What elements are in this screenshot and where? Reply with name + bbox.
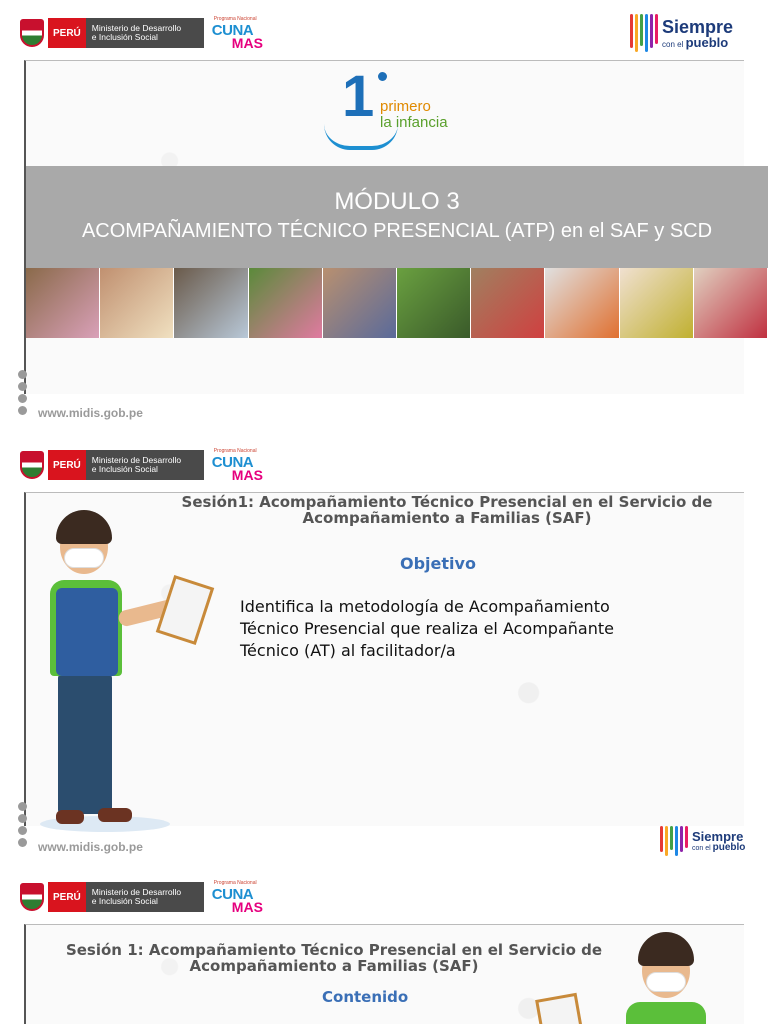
siempre-logo: Siempre con el pueblo bbox=[660, 826, 745, 856]
module-number: MÓDULO 3 bbox=[334, 188, 460, 215]
facebook-icon[interactable] bbox=[18, 370, 27, 379]
social-icons bbox=[18, 802, 27, 847]
peru-label: PERÚ bbox=[48, 450, 86, 480]
photo bbox=[545, 268, 619, 338]
photo bbox=[694, 268, 768, 338]
session-title: Sesión 1: Acompañamiento Técnico Presencial en el Servicio de Acompañamiento a Familias (SAF) bbox=[65, 941, 603, 975]
bars-icon bbox=[630, 14, 658, 52]
twitter-icon[interactable] bbox=[18, 382, 27, 391]
peru-shield-icon bbox=[20, 451, 44, 479]
slide-3 bbox=[0, 864, 768, 1024]
photo bbox=[397, 268, 471, 338]
social-icons bbox=[18, 370, 27, 415]
smile-icon bbox=[324, 124, 398, 150]
facilitator-illustration bbox=[40, 504, 220, 834]
instagram-icon[interactable] bbox=[18, 394, 27, 403]
clipboard-icon bbox=[535, 993, 587, 1024]
slide-2 bbox=[0, 432, 768, 864]
content-heading: Contenido bbox=[322, 988, 409, 1006]
ministry-label: Ministerio de Desarrollo e Inclusión Social bbox=[86, 450, 204, 480]
cuna-mas-logo: Programa Nacional CUNA MAS bbox=[211, 880, 263, 915]
module-title: ACOMPAÑAMIENTO TÉCNICO PRESENCIAL (ATP) en el SAF y SCD bbox=[81, 220, 713, 242]
clipboard-icon bbox=[156, 575, 214, 645]
facilitator-illustration bbox=[530, 928, 730, 1024]
cuna-mas-logo: Programa Nacional CUNA MAS bbox=[211, 448, 263, 483]
photo bbox=[100, 268, 174, 338]
peru-label: PERÚ bbox=[48, 18, 86, 48]
header-logos bbox=[20, 880, 272, 914]
youtube-icon[interactable] bbox=[18, 838, 27, 847]
photo-strip bbox=[26, 268, 768, 338]
website-link[interactable]: www.midis.gob.pe bbox=[38, 840, 143, 854]
photo bbox=[471, 268, 545, 338]
primero-la-infancia-logo: 1 primero la infancia bbox=[322, 68, 502, 154]
siempre-logo: Siempre con el pueblo bbox=[630, 14, 733, 52]
peru-shield-icon bbox=[20, 883, 44, 911]
photo bbox=[26, 268, 100, 338]
module-banner bbox=[26, 166, 768, 268]
peru-label: PERÚ bbox=[48, 882, 86, 912]
instagram-icon[interactable] bbox=[18, 826, 27, 835]
twitter-icon[interactable] bbox=[18, 814, 27, 823]
youtube-icon[interactable] bbox=[18, 406, 27, 415]
website-link[interactable]: www.midis.gob.pe bbox=[38, 406, 143, 420]
photo bbox=[620, 268, 694, 338]
header-logos bbox=[20, 16, 272, 50]
facebook-icon[interactable] bbox=[18, 802, 27, 811]
slide-1 bbox=[0, 0, 768, 432]
header-logos bbox=[20, 448, 272, 482]
session-title: Sesión1: Acompañamiento Técnico Presencial en el Servicio de Acompañamiento a Familias (SAF) bbox=[181, 493, 713, 527]
bars-icon bbox=[660, 826, 688, 856]
photo bbox=[174, 268, 248, 338]
ministry-label: Ministerio de Desarrollo e Inclusión Social bbox=[86, 18, 204, 48]
cuna-mas-logo: Programa Nacional CUNA MAS bbox=[211, 16, 263, 51]
photo bbox=[249, 268, 323, 338]
peru-shield-icon bbox=[20, 19, 44, 47]
photo bbox=[323, 268, 397, 338]
objective-text: Identifica la metodología de Acompañamiento Técnico Presencial que realiza el Acompañante Técnico (AT) al facilitador/a bbox=[240, 597, 614, 660]
objective-heading: Objetivo bbox=[400, 554, 476, 573]
ministry-label: Ministerio de Desarrollo e Inclusión Social bbox=[86, 882, 204, 912]
